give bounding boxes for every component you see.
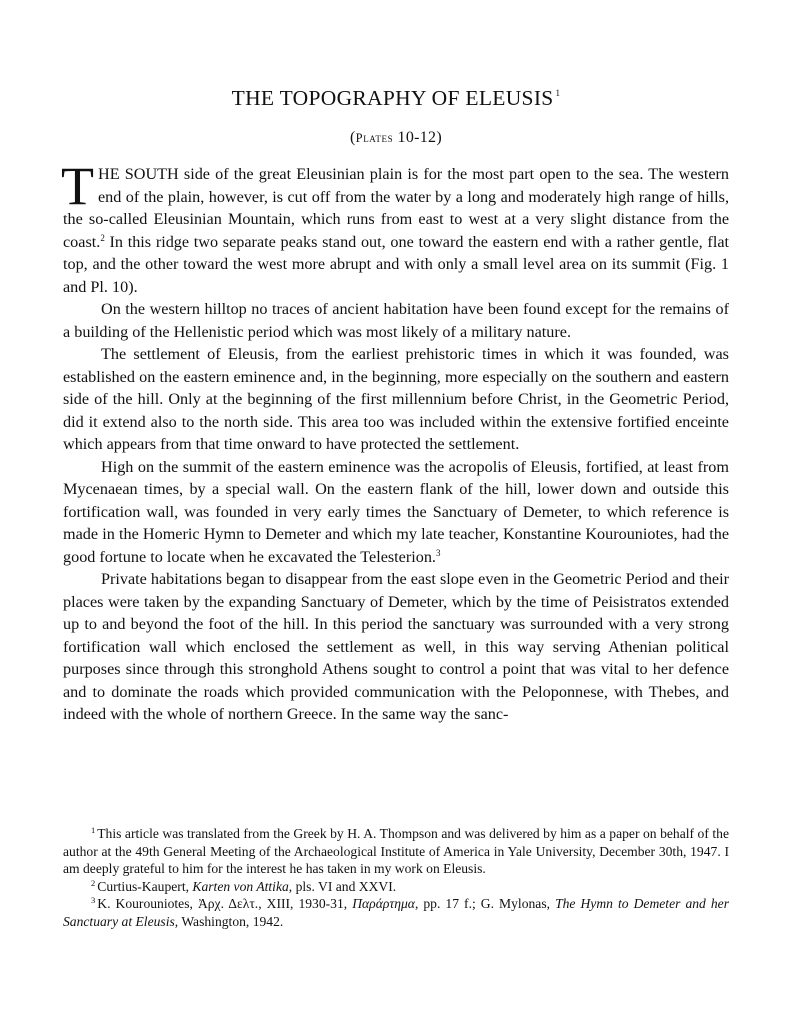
paragraph-4: [63, 456, 729, 569]
footnotes: [63, 825, 729, 931]
article-title: [0, 86, 792, 111]
footnote-2-number: 2: [91, 877, 96, 888]
paragraph-1-text-b: In this ridge two separate peaks stand out, one toward the eastern end with a rather gentle, flat top, and the other toward the west more abrupt and with only a small level area on its summit (Fig. 1 and Pl. 10).: [63, 232, 729, 296]
title-footnote-marker: 1: [555, 88, 561, 98]
plates-label: Plates: [355, 131, 394, 145]
footnote-2-text-a: Curtius-Kaupert,: [97, 878, 193, 894]
article-body: [61, 156, 729, 726]
paragraph-4-text: High on the summit of the eastern eminence was the acropolis of Eleusis, fortified, at least from Mycenaean times, by a special wall. On the eastern flank of the hill, lower down and outside this fortification wall, was founded in very early times the Sanctuary of Demeter, to which reference is made in the Homeric Hymn to Demeter and which my late teacher, Konstantine Kourouniotes, had the good fortune to locate when he excavated the Telesterion.: [63, 457, 729, 566]
footnote-3-greek-supplement: Παράρτημα: [352, 896, 415, 912]
plates-range: 10-12): [393, 129, 442, 146]
plates-open-paren: (: [350, 129, 356, 146]
paragraph-1-text-a: HE SOUTH side of the great Eleusinian plain is for the most part open to the sea. The western end of the plain, however, is cut off from the water by a long and moderately high range of hills, the so-called Eleusinian Mountain, which runs from east to west at a very slight distance from the coast.: [63, 165, 729, 251]
footnote-3-number: 3: [91, 895, 96, 906]
plates-reference: [0, 129, 792, 147]
footnote-3: [63, 895, 729, 930]
footnote-3-greek-journal: Ἀρχ. Δελτ.: [197, 896, 259, 912]
paragraph-2: On the western hilltop no traces of ancient habitation have been found except for the remains of a building of the Hellenistic period which was most likely of a military nature.: [63, 300, 729, 341]
paragraph-5: Private habitations began to disappear from the east slope even in the Geometric Period and their places were taken by the expanding Sanctuary of Demeter, which by the time of Peisistratos extended up to and beyond the foot of the hill. In this period the sanctuary was surrounded with a very strong fortification wall which enclosed the settlement as well, in this way serving Athenian political purposes since through this stronghold Athens sought to control a point that was vital to her defence and to dominate the roads which provided communication with the Peloponnese, with Thebes, and indeed with the whole of northern Greece. In the same way the sanc-: [63, 570, 729, 723]
footnote-3-text-b: , XIII, 1930-31,: [258, 896, 353, 912]
footnote-marker-3: 3: [435, 547, 441, 558]
footnote-3-text-d: , Washington, 1942.: [174, 913, 284, 929]
footnote-1-text: This article was translated from the Greek by H. A. Thompson and was delivered by him as a paper on behalf of the author at the 49th General Meeting of the Archaeological Institute of America in Yale University, December 30th, 1947. I am deeply grateful to him for the interest he has taken in my work on Eleusis.: [63, 826, 729, 877]
footnote-2: [63, 878, 729, 896]
footnote-2-text-b: , pls. VI and XXVI.: [288, 878, 397, 894]
footnote-2-italic: Karten von Attika: [192, 878, 289, 894]
footnote-3-text-c: , pp. 17 f.; G. Mylonas,: [414, 896, 556, 912]
footnote-1: [63, 825, 729, 878]
footnote-3-italic-title: The Hymn to Demeter and her Sanctuary at Eleusis: [63, 896, 729, 929]
footnote-marker-2: 2: [100, 232, 105, 243]
paragraph-1: [61, 156, 729, 298]
footnote-3-text-a: K. Kourouniotes,: [97, 896, 198, 912]
article-title-text: THE TOPOGRAPHY OF ELEUSIS: [231, 86, 554, 110]
paragraph-3: The settlement of Eleusis, from the earliest prehistoric times in which it was founded, was established on the eastern eminence and, in the beginning, more especially on the southern and eastern side of the hill. Only at the beginning of the first millennium before Christ, in the Geometric Period, did it extend also to the north side. This area too was included within the extensive fortified enceinte which appears from that time onward to have protected the settlement.: [63, 345, 729, 453]
drop-cap: T: [61, 156, 94, 216]
footnote-1-number: 1: [91, 825, 96, 835]
